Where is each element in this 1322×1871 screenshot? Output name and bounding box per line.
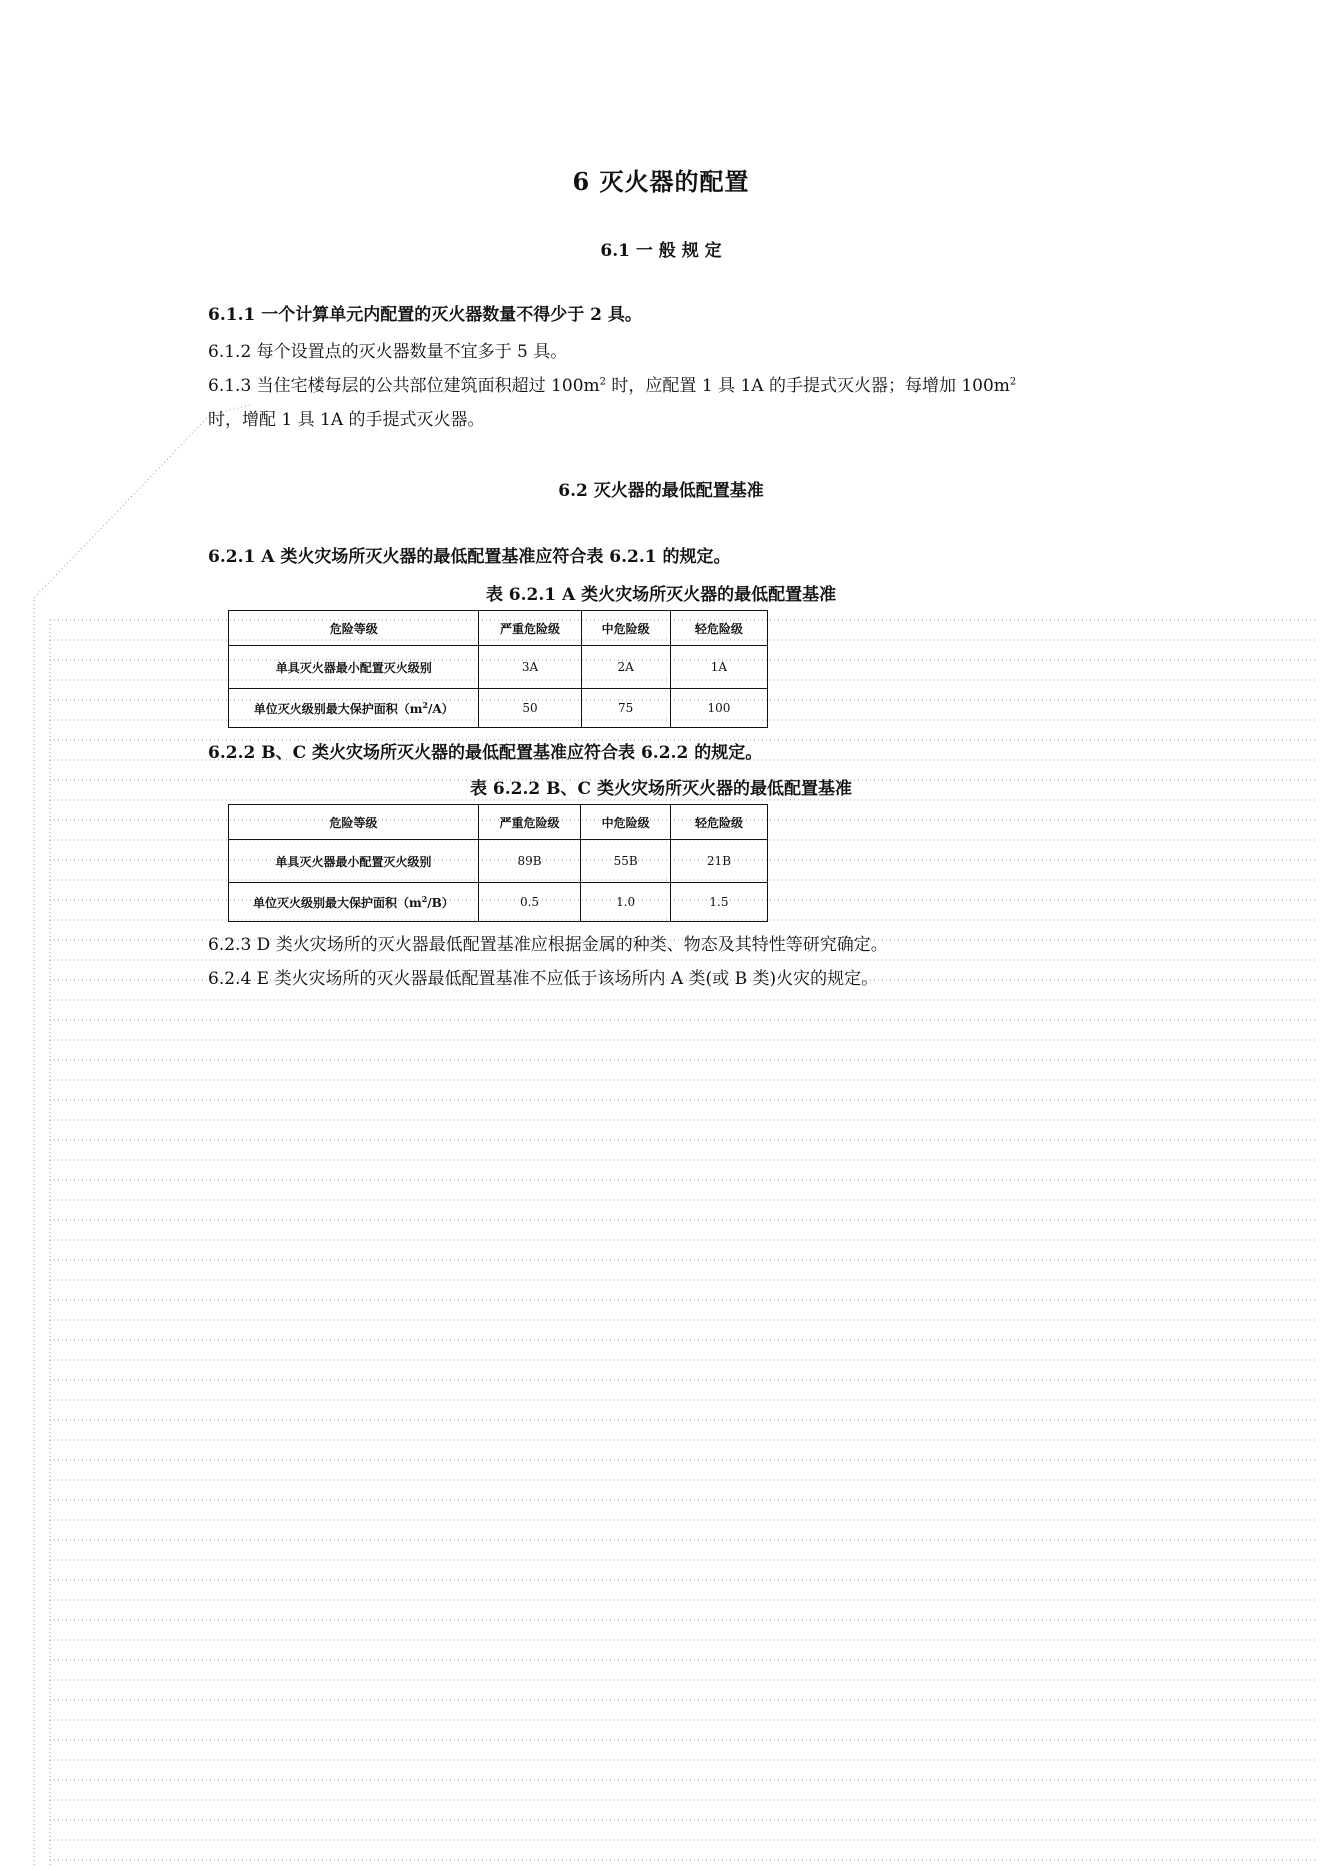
clause-6-1-2: 6.1.2 每个设置点的灭火器数量不宜多于 5 具。 [208,342,568,362]
clause-6-2-3: 6.2.3 D 类火灾场所的灭火器最低配置基准应根据金属的种类、物态及其特性等研究确定。 [208,935,888,955]
table-2-caption: 表 6.2.2 B、C 类火灾场所灭火器的最低配置基准 [470,779,852,799]
row-label-text: 单位灭火级别最大保护面积（m [253,701,423,716]
table-1-caption: 表 6.2.1 A 类火灾场所灭火器的最低配置基准 [485,585,837,605]
table-6-2-2 [228,804,768,922]
section-title-6-2: 6.2 灭火器的最低配置基准 [558,481,764,501]
table-row [229,883,768,922]
table-row [229,646,768,689]
superscript: 2 [422,699,428,710]
table-cell: 1.0 [581,883,671,922]
chapter-title: 6 灭火器的配置 [572,167,750,196]
header-cell: 中危险级 [581,805,671,840]
table-cell: 1.5 [670,883,767,922]
header-cell: 中危险级 [581,611,670,646]
header-cell: 危险等级 [229,805,479,840]
clause-6-1-3-text-b: 时，应配置 1 具 1A 的手提式灭火器；每增加 100m [606,376,1010,396]
row-label-unit: /B） [427,895,454,910]
superscript: 2 [599,376,607,388]
table-header-row [229,611,768,646]
row-label: 单具灭火器最小配置灭火级别 [229,646,479,689]
table-cell: 0.5 [478,883,581,922]
table-cell: 21B [670,840,767,883]
row-label [229,883,479,922]
table-header-row [229,805,768,840]
row-label [229,689,479,728]
table-cell: 2A [581,646,670,689]
table-row [229,689,768,728]
clause-6-1-3-line1 [208,371,1128,401]
section-title-6-1: 6.1 一 般 规 定 [600,241,722,261]
row-label-unit: /A） [427,701,454,716]
clause-6-1-1: 6.1.1 一个计算单元内配置的灭火器数量不得少于 2 具。 [208,305,642,325]
table-cell: 75 [581,689,670,728]
clause-6-2-1: 6.2.1 A 类火灾场所灭火器的最低配置基准应符合表 6.2.1 的规定。 [208,547,731,567]
table-cell: 50 [479,689,581,728]
header-cell: 严重危险级 [479,611,581,646]
table-cell: 1A [670,646,767,689]
table-6-2-1 [228,610,768,728]
table-cell: 3A [479,646,581,689]
row-label-text: 单位灭火级别最大保护面积（m [252,895,422,910]
row-label: 单具灭火器最小配置灭火级别 [229,840,479,883]
clause-6-2-4: 6.2.4 E 类火灾场所的灭火器最低配置基准不应低于该场所内 A 类(或 B 类)火灾的规定。 [208,969,879,989]
superscript: 2 [1009,376,1017,388]
header-cell: 严重危险级 [478,805,581,840]
clause-6-1-3-line2: 时，增配 1 具 1A 的手提式灭火器。 [208,410,485,430]
table-cell: 100 [670,689,767,728]
header-cell: 危险等级 [229,611,479,646]
table-cell: 89B [478,840,581,883]
superscript: 2 [421,893,428,904]
table-row [229,840,768,883]
table-cell: 55B [581,840,671,883]
header-cell: 轻危险级 [670,611,767,646]
clause-6-2-2: 6.2.2 B、C 类火灾场所灭火器的最低配置基准应符合表 6.2.2 的规定。 [208,743,763,763]
header-cell: 轻危险级 [670,805,767,840]
clause-6-1-3-text-a: 6.1.3 当住宅楼每层的公共部位建筑面积超过 100m [208,376,600,396]
